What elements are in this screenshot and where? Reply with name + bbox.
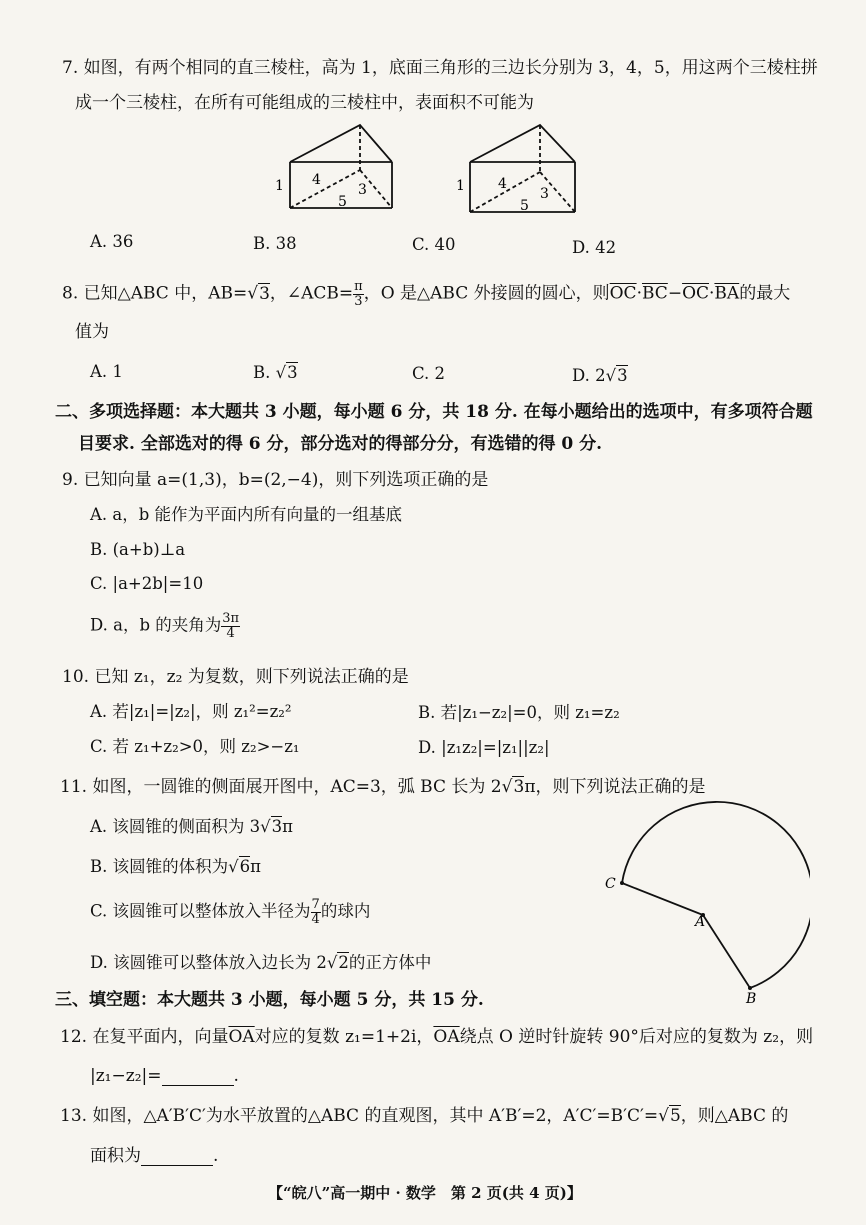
q11-option-b[interactable]: B. 该圆锥的体积为√6π bbox=[90, 857, 261, 876]
q11-option-a[interactable]: A. 该圆锥的侧面积为 3√3π bbox=[90, 817, 294, 836]
q12-answer-blank[interactable] bbox=[162, 1068, 234, 1086]
q8-option-a[interactable]: A. 1 bbox=[90, 362, 123, 381]
q13-answer-blank[interactable] bbox=[141, 1148, 213, 1166]
prism-right-side3: 3 bbox=[540, 186, 549, 202]
q10-stem: 10. 已知 z₁，z₂ 为复数，则下列说法正确的是 bbox=[62, 667, 409, 687]
q7-option-a[interactable]: A. 36 bbox=[90, 232, 134, 251]
section2-heading-line2: 目要求. 全部选对的得 6 分，部分选对的得部分分，有选错的得 0 分. bbox=[78, 434, 603, 454]
q10-option-a[interactable]: A. 若|z₁|=|z₂|，则 z₁²=z₂² bbox=[90, 702, 292, 721]
prism-left-height: 1 bbox=[275, 178, 284, 194]
q8-option-c[interactable]: C. 2 bbox=[412, 364, 446, 383]
q7-option-d[interactable]: D. 42 bbox=[572, 238, 617, 257]
section3-heading: 三、填空题：本大题共 3 小题，每小题 5 分，共 15 分. bbox=[55, 990, 484, 1010]
q7-line2: 成一个三棱柱，在所有可能组成的三棱柱中，表面积不可能为 bbox=[75, 93, 534, 113]
q11-option-d[interactable]: D. 该圆锥可以整体放入边长为 2√2的正方体中 bbox=[90, 953, 432, 972]
q7-line1: 7. 如图，有两个相同的直三棱柱，高为 1，底面三角形的三边长分别为 3，4，5，用这两个三棱柱拼 bbox=[62, 58, 818, 78]
q9-stem: 9. 已知向量 a=(1,3)，b=(2,−4)，则下列选项正确的是 bbox=[62, 470, 489, 490]
sector-figure bbox=[595, 795, 810, 1010]
prism-right-side5: 5 bbox=[520, 198, 529, 214]
prism-right-side4: 4 bbox=[498, 176, 507, 192]
q10-option-c[interactable]: C. 若 z₁+z₂>0，则 z₂>−z₁ bbox=[90, 737, 300, 756]
sector-label-c: C bbox=[605, 876, 616, 892]
q10-option-d[interactable]: D. |z₁z₂|=|z₁||z₂| bbox=[418, 738, 550, 757]
prism-figure bbox=[270, 120, 600, 225]
q9-option-d[interactable]: D. a，b 的夹角为 $\frac{3\pi}{4}$ bbox=[90, 611, 240, 641]
q9-option-b[interactable]: B. (a+b)⊥a bbox=[90, 540, 186, 559]
q11-stem: 11. 如图，一圆锥的侧面展开图中，AC=3，弧 BC 长为 2√3π，则下列说法正确的是 bbox=[60, 777, 706, 797]
q12-line1: 12. 在复平面内，向量$\overline{OA}$对应的复数 z₁=1+2i，$\overline{OA}$绕点 O 逆时针旋转 90°后对应的复数为 z₂，则 bbox=[60, 1027, 814, 1047]
q13-line1: 13. 如图，△A′B′C′为水平放置的△ABC 的直观图，其中 A′B′=2，A′C′=B′C′=√5，则△ABC 的 bbox=[60, 1106, 789, 1126]
prism-left-side3: 3 bbox=[358, 182, 367, 198]
sector-label-a: A bbox=[695, 914, 706, 930]
q7-option-c[interactable]: C. 40 bbox=[412, 235, 456, 254]
sector-outline bbox=[622, 802, 810, 988]
q11-option-c[interactable]: C. 该圆锥可以整体放入半径为 $\frac{7}{4}$ 的球内 bbox=[90, 897, 371, 927]
q12-line2: |z₁−z₂|= . bbox=[90, 1066, 239, 1086]
q8-option-b[interactable]: B. √3 bbox=[253, 363, 298, 382]
prism-left-side5: 5 bbox=[338, 194, 347, 210]
q7-option-b[interactable]: B. 38 bbox=[253, 234, 297, 253]
q8-option-d[interactable]: D. 2√3 bbox=[572, 366, 628, 385]
prism-left-side4: 4 bbox=[312, 172, 321, 188]
section2-heading: 二、多项选择题：本大题共 3 小题，每小题 6 分，共 18 分. 在每小题给出的选项中，有多项符合题 bbox=[55, 402, 813, 422]
q9-option-c[interactable]: C. |a+2b|=10 bbox=[90, 574, 204, 593]
q8-angle-fraction: $\frac{\pi}{3}$ bbox=[354, 279, 363, 309]
q8-line2: 值为 bbox=[75, 322, 109, 342]
q8-line1: 8. 已知△ABC 中，AB=√3，∠ACB= $\frac{\pi}{3}$ ，O 是△ABC 外接圆的圆心，则$\overline{OC}\cdot\overline{BC}-\overline{OC}\cdot\overline{BA}$的最大 bbox=[62, 279, 791, 309]
sector-label-b: B bbox=[746, 991, 757, 1007]
q10-option-b[interactable]: B. 若|z₁−z₂|=0，则 z₁=z₂ bbox=[418, 703, 620, 722]
prism-right-height: 1 bbox=[456, 178, 465, 194]
q9-option-a[interactable]: A. a，b 能作为平面内所有向量的一组基底 bbox=[90, 505, 403, 524]
q13-line2: 面积为 . bbox=[90, 1146, 219, 1166]
page-footer: 【“皖八”高一期中 · 数学 第 2 页(共 4 页)】 bbox=[268, 1184, 582, 1202]
